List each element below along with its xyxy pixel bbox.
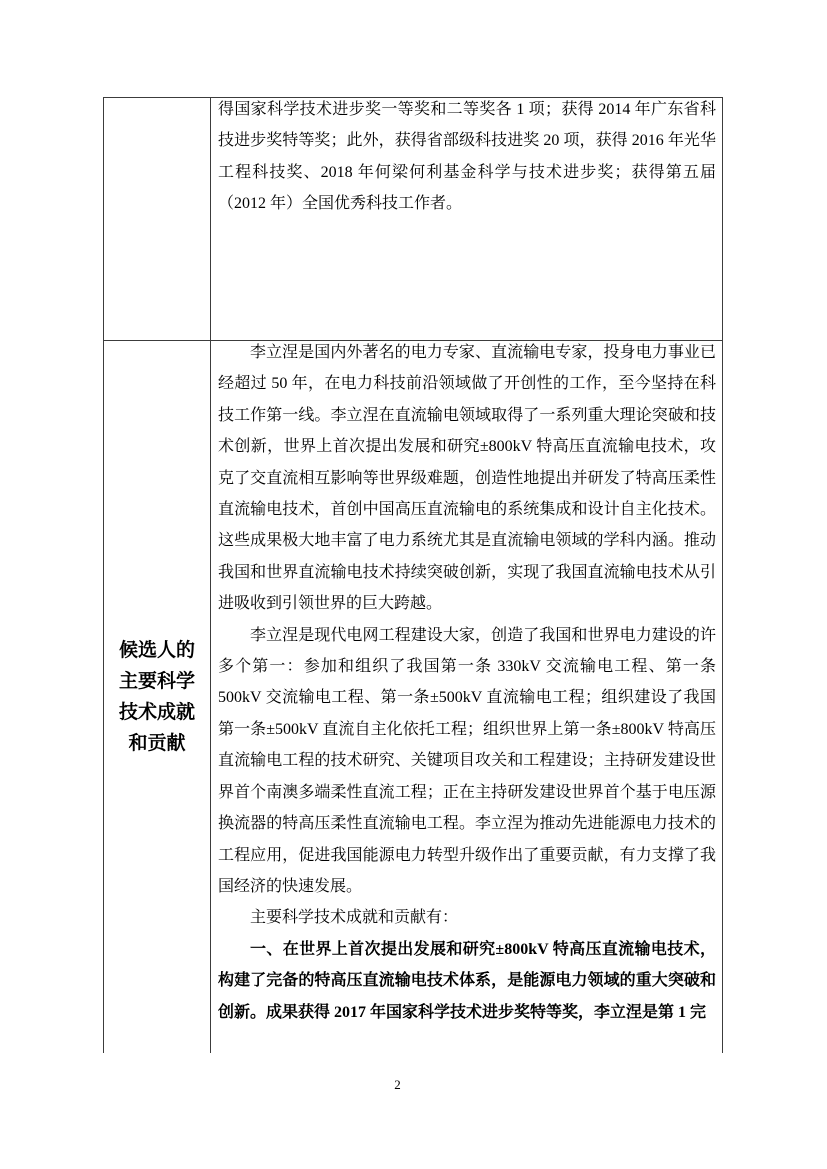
achievements-body-cell (211, 341, 722, 1053)
table-row-achievements (104, 341, 722, 1053)
table-row-continuation (104, 98, 722, 341)
paragraph-achievement-one: 一、在世界上首次提出发展和研究±800kV 特高压直流输电技术，构建了完备的特高压直流输电技术体系，是能源电力领域的重大突破和创新。成果获得 2017 年国家科学技术进步奖特等奖，李立涅是第 1 完 (218, 940, 716, 1021)
continuation-row-header-cell (104, 98, 211, 340)
awards-continuation-text: 得国家科学技术进步奖一等奖和二等奖各 1 项；获得 2014 年广东省科技进步奖特等奖；此外，获得省部级科技进奖 20 项，获得 2016 年光华工程科技奖、2018 年何梁何利基金科学与技术进步奖；获得第五届（2012 年）全国优秀科技工作者。 (218, 101, 716, 213)
paragraph-achievements-lead-in: 主要科学技术成就和贡献有： (250, 909, 459, 927)
page-number: 2 (394, 1077, 401, 1092)
achievements-header-cell (104, 341, 211, 1053)
candidate-info-table (103, 97, 723, 1053)
paragraph-grid-projects: 李立涅是现代电网工程建设大家，创造了我国和世界电力建设的许多个第一：参加和组织了我国第一条 330kV 交流输电工程、第一条 500kV 交流输电工程、第一条±500kV 直流输电工程；组织建设了我国第一条±500kV 直流自主化依托工程；组织世界上第一条±800kV 特高压直流输电工程的技术研究、关键项目攻关和工程建设；主持研发建设世界首个南澳多端柔性直流工程；正在主持研发建设世界首个基于电压源换流器的特高压柔性直流输电工程。李立涅为推动先进能源电力技术的工程应用，促进我国能源电力转型升级作出了重要贡献，有力支撑了我国经济的快速发展。 (218, 626, 716, 895)
continuation-row-body-cell (211, 98, 722, 340)
paragraph-expert-intro: 李立涅是国内外著名的电力专家、直流输电专家，投身电力事业已经超过 50 年，在电力科技前沿领域做了开创性的工作，至今坚持在科技工作第一线。李立涅在直流输电领域取得了一系列重大理论突破和技术创新，世界上首次提出发展和研究±800kV 特高压直流输电技术，攻克了交直流相互影响等世界级难题，创造性地提出并研发了特高压柔性直流输电技术，首创中国高压直流输电的系统集成和设计自主化技术。这些成果极大地丰富了电力系统尤其是直流输电领域的学科内涵。推动我国和世界直流输电技术持续突破创新，实现了我国直流输电技术从引进吸收到引领世界的巨大跨越。 (218, 344, 716, 613)
page-footer (0, 1077, 795, 1093)
achievements-header-label: 候选人的主要科学技术成就和贡献 (118, 640, 195, 754)
